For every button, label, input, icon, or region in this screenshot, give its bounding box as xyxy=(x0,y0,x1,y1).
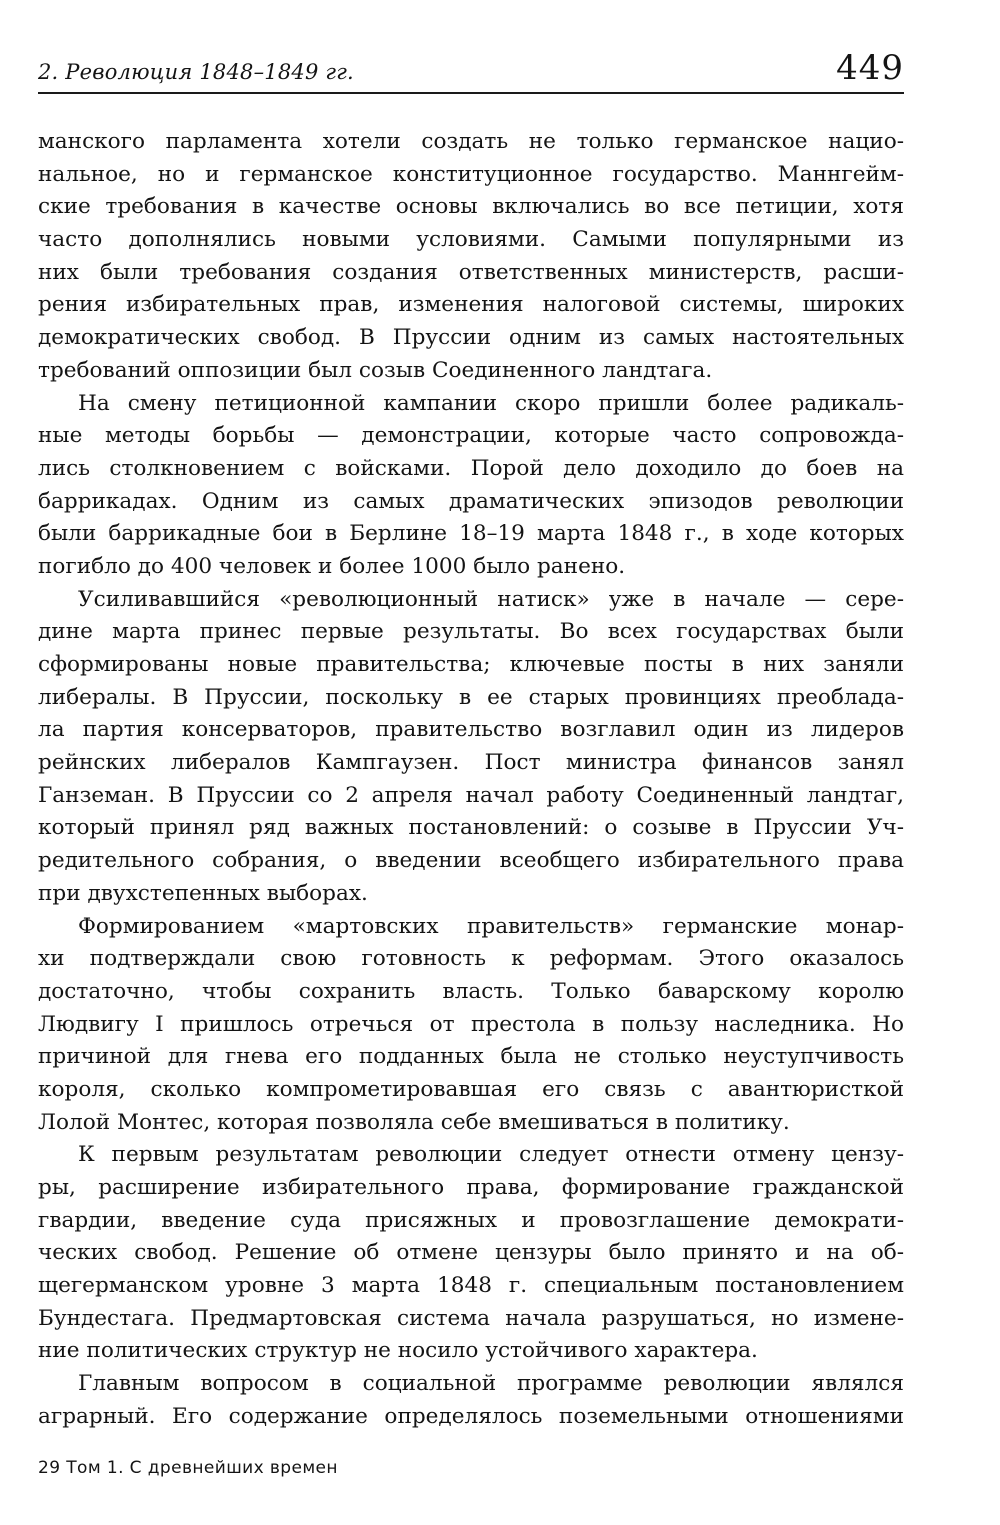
page-header xyxy=(38,48,904,94)
paragraph xyxy=(38,584,904,911)
text-line: Главным вопросом в социальной программе революции являлся xyxy=(78,1371,904,1397)
text-line: гвардии, введение суда присяжных и провозглашение демократи- xyxy=(38,1207,904,1233)
text-line: Людвигу I пришлось отречься от престола в пользу наследника. Но xyxy=(38,1011,904,1037)
paragraph xyxy=(38,911,904,1140)
text-line: ческих свобод. Решение об отмене цензуры было принято и на об- xyxy=(38,1240,904,1266)
text-line: рения избирательных прав, изменения налоговой системы, широких xyxy=(38,292,904,318)
text-line: Ганземан. В Пруссии со 2 апреля начал работу Соединенный ландтаг, xyxy=(38,782,904,808)
text-line: аграрный. Его содержание определялось поземельными отношениями xyxy=(38,1403,904,1429)
paragraph xyxy=(38,126,904,388)
text-line: рейнских либералов Кампгаузен. Пост министра финансов занял xyxy=(38,750,904,776)
text-line: демократических свобод. В Пруссии одним из самых настоятельных xyxy=(38,325,904,351)
text-line: были баррикадные бои в Берлине 18–19 марта 1848 г., в ходе которых xyxy=(38,521,904,547)
text-line: сформированы новые правительства; ключевые посты в них заняли xyxy=(38,652,904,677)
text-line: манского парламента хотели создать не только германское нацио- xyxy=(38,129,904,154)
paragraph xyxy=(38,1368,904,1433)
text-line: редительного собрания, о введении всеобщего избирательного права xyxy=(38,848,904,874)
text-line: Лолой Монтес, которая позволяла себе вмешиваться в политику. xyxy=(38,1109,790,1135)
text-line: короля, сколько компрометировавшая его связь с авантюристкой xyxy=(38,1076,904,1102)
text-line: ние политических структур не носило устойчивого характера. xyxy=(38,1338,758,1364)
body-text xyxy=(38,126,904,1434)
text-line: Формированием «мартовских правительств» германские монар- xyxy=(78,913,904,939)
text-line: хи подтверждали свою готовность к реформам. Этого оказалось xyxy=(38,946,904,972)
text-line: нальное, но и германское конституционное государство. Маннгейм- xyxy=(38,161,904,187)
signature-mark: 29 Том 1. С древнейших времен xyxy=(38,1458,338,1478)
text-line: Бундестага. Предмартовская система начала разрушаться, но измене- xyxy=(38,1305,904,1331)
text-line: Усиливавшийся «революционный натиск» уже в начале — сере- xyxy=(78,586,904,612)
text-line: требований оппозиции был созыв Соединенного ландтага. xyxy=(38,357,713,383)
text-line: них были требования создания ответственных министерств, расши- xyxy=(38,259,904,285)
text-line: который принял ряд важных постановлений: о созыве в Пруссии Уч- xyxy=(38,815,904,841)
running-head: 2. Революция 1848–1849 гг. xyxy=(38,60,354,84)
paragraph xyxy=(38,1139,904,1368)
text-line: достаточно, чтобы сохранить власть. Только баварскому королю xyxy=(38,978,904,1004)
text-line: К первым результатам революции следует отнести отмену цензу- xyxy=(78,1142,904,1168)
text-line: ские требования в качестве основы включались во все петиции, хотя xyxy=(38,194,904,220)
text-line: ла партия консерваторов, правительство возглавил один из лидеров xyxy=(38,717,904,743)
text-line: щегерманском уровне 3 марта 1848 г. специальным постановлением xyxy=(38,1273,904,1299)
text-line: причиной для гнева его подданных была не столько неуступчивость xyxy=(38,1044,904,1070)
text-line: погибло до 400 человек и более 1000 было ранено. xyxy=(38,553,626,579)
text-line: при двухстепенных выборах. xyxy=(38,880,368,906)
text-line: ные методы борьбы — демонстрации, которые часто сопровожда- xyxy=(38,423,904,449)
paragraph xyxy=(38,388,904,584)
text-line: часто дополнялись новыми условиями. Самыми популярными из xyxy=(38,227,904,253)
text-line: дине марта принес первые результаты. Во всех государствах были xyxy=(38,619,904,645)
text-line: ры, расширение избирательного права, формирование гражданской xyxy=(38,1175,904,1200)
text-line: На смену петиционной кампании скоро пришли более радикаль- xyxy=(78,390,904,416)
text-line: либералы. В Пруссии, поскольку в ее старых провинциях преоблада- xyxy=(38,684,904,710)
text-line: баррикадах. Одним из самых драматических эпизодов революции xyxy=(38,488,904,514)
text-line: лись столкновением с войсками. Порой дело доходило до боев на xyxy=(38,455,904,481)
page-number: 449 xyxy=(836,48,904,88)
